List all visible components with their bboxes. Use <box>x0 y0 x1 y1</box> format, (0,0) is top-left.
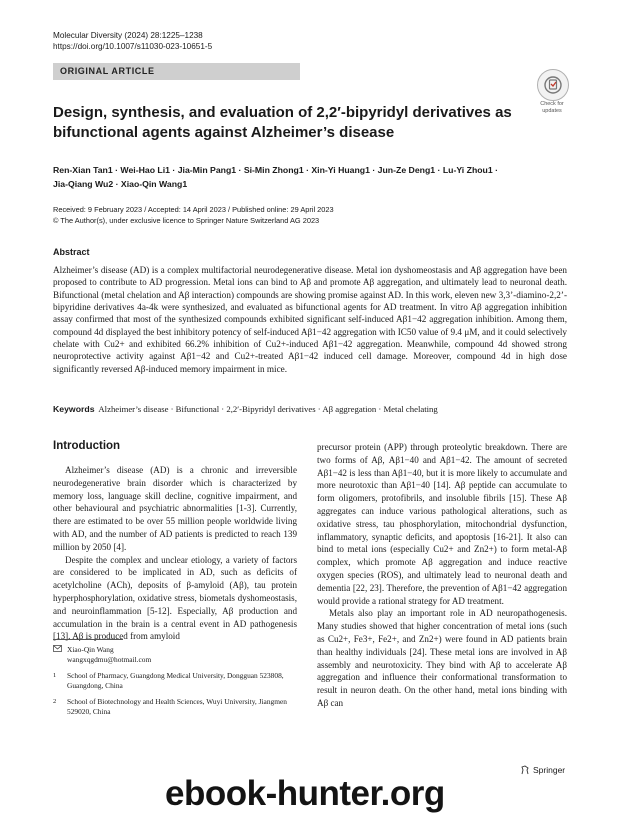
article-title: Design, synthesis, and evaluation of 2,2′-bipyridyl derivatives as bifunctional agents against Alzheimer’s disease <box>53 104 512 141</box>
intro-paragraph-3: precursor protein (APP) through proteolytic breakdown. There are two forms of Aβ, Aβ1−40 and Aβ1−42. The amount of secreted Aβ1−42 is less than Aβ1−40, but it is more likely to accumulate and more neurotoxic than Aβ1−40 [14]. Aβ peptide can accumulate to form oligomers, protofibrils, and insoluble fibrils [15]. These Aβ aggregates can induce various pathological alterations, such as oxidative stress, tau phosphorylation, mitochondrial dysfunction, inflammatory, synaptic deficits, and apoptosis [16-21]. It also can bind to metal ions (especially Cu2+ and Zn2+) to form metal-Aβ complex, which promote Aβ aggregation and induce reactive oxygen species (ROS), and ultimately lead to neuronal death and dementia [22, 23]. Therefore, the prevention of Aβ1−42 aggregation would provide a rational strategy for AD treatment. <box>317 442 567 606</box>
article-type-banner: ORIGINAL ARTICLE <box>53 63 300 80</box>
corresponding-author-name: Xiao-Qin Wang <box>67 645 114 654</box>
publication-dates <box>53 205 573 226</box>
watermark-text: ebook-hunter.org <box>165 774 445 813</box>
affiliation-1-text: School of Pharmacy, Guangdong Medical University, Dongguan 523808, Guangdong, China <box>67 671 284 690</box>
copyright-notice: © The Author(s), under exclusive licence to Springer Nature Switzerland AG 2023 <box>53 215 320 225</box>
corresponding-author <box>53 645 297 665</box>
author-line-1: Ren-Xian Tan1 · Wei-Hao Li1 · Jia-Min Pang1 · Si-Min Zhong1 · Xin-Yi Huang1 · Jun-Ze Deng1 · Lu-Yi Zhou1 · <box>53 165 498 175</box>
springer-horse-icon <box>520 765 530 775</box>
author-line-2: Jia-Qiang Wu2 · Xiao-Qin Wang1 <box>53 179 188 189</box>
affiliation-2-mark: 2 <box>53 698 57 705</box>
affiliation-2 <box>53 697 297 717</box>
intro-paragraph-4: Metals also play an important role in AD neuropathogenesis. Many studies showed that higher concentration of metal ions (such as Cu2+, Fe3+, Fe2+, and Zn2+) were found in AD patients brain than healthy individuals [24]. These metal ions are involved in Aβ assembly and neurotoxicity. They bind with Aβ to accelerate Aβ aggregation and influence their conformational transformation to result in neuron death. On the other hand, metal ions binding with Aβ can <box>317 608 567 708</box>
corresponding-author-email[interactable]: wangxqgdmu@hotmail.com <box>67 655 152 664</box>
footnote-divider <box>53 639 123 640</box>
keywords-label: Keywords <box>53 404 95 414</box>
keywords-list: Alzheimer’s disease · Bifunctional · 2,2′-Bipyridyl derivatives · Aβ aggregation · Metal chelating <box>98 404 438 414</box>
abstract-heading: Abstract <box>53 247 90 257</box>
publisher-logo <box>520 765 565 775</box>
author-list <box>53 163 573 191</box>
affiliation-1 <box>53 671 297 691</box>
keywords <box>53 403 567 415</box>
publisher-name: Springer <box>533 765 566 775</box>
left-column <box>53 464 297 643</box>
envelope-icon <box>53 645 67 665</box>
check-for-updates-icon[interactable] <box>537 69 569 101</box>
publication-history: Received: 9 February 2023 / Accepted: 14 April 2023 / Published online: 29 April 2023 <box>53 205 334 214</box>
journal-header <box>53 30 212 52</box>
affiliation-2-text: School of Biotechnology and Health Sciences, Wuyi University, Jiangmen 529020, China <box>67 697 287 716</box>
check-for-updates-label[interactable]: Check for updates <box>540 101 564 114</box>
intro-paragraph-2: Despite the complex and unclear etiology, a variety of factors are considered to be implicated in AD, such as deficits of acetylcholine (ACh), deposits of β-amyloid (Aβ), tau protein hyperphosphorylation, oxidative stress, biometals dyshomeostasis, and neuroinflammation [5-12]. Especially, Aβ production and accumulation in the brain is a central event in AD pathogenesis [13]. Aβ is produced from amyloid <box>53 554 297 642</box>
introduction-heading: Introduction <box>53 440 121 452</box>
footnotes <box>53 645 297 723</box>
doi-link[interactable]: https://doi.org/10.1007/s11030-023-10651-5 <box>53 42 213 51</box>
right-column <box>317 441 567 710</box>
affiliation-1-mark: 1 <box>53 672 57 679</box>
abstract-body: Alzheimer’s disease (AD) is a complex multifactorial neurodegenerative disease. Metal ion dyshomeostasis and Aβ aggregation have been proposed to contribute to AD progression. Metal ions can bind to Aβ and promote Aβ aggregation, and ultimately lead to neuronal death. Bifunctional (metal chelation and Aβ interaction) compounds are showing promise against AD. In this work, eleven new 3,3’-diamino-2,2’-bipyridine derivatives 4a-4k were synthesized, and evaluated as bifunctional agents for AD treatment. In vitro Aβ aggregation inhibition assay confirmed that most of the synthesized compounds exhibited significant self-induced Aβ1−42 aggregation inhibition. Among them, compound 4d displayed the best inhibitory potency of self-induced Aβ1−42 aggregation with IC50 value of 9.4 μM, and it could selectively chelate with Cu2+ and exhibited 66.2% inhibition of Cu2+-induced Aβ1−42 aggregation. Meanwhile, compound 4d showed strong neuroprotective activity against Aβ1−42 and Cu2+-treated Aβ1−42 induced cell damage. Moreover, compound 4d in high dose significantly reversed Aβ-induced memory impairment in mice. <box>53 265 567 374</box>
intro-paragraph-1: Alzheimer’s disease (AD) is a chronic and irreversible neurodegenerative brain disorder which is characterized by memory loss, language skill decline, cognitive impairment, and other behavioural and psychiatric abnormalities [1-3]. Currently, there are estimated to be over 55 million people worldwide living with AD, and the number of AD patients is predicted to reach 139 million by 2050 [4]. <box>53 465 297 552</box>
journal-citation: Molecular Diversity (2024) 28:1225–1238 <box>53 31 203 40</box>
